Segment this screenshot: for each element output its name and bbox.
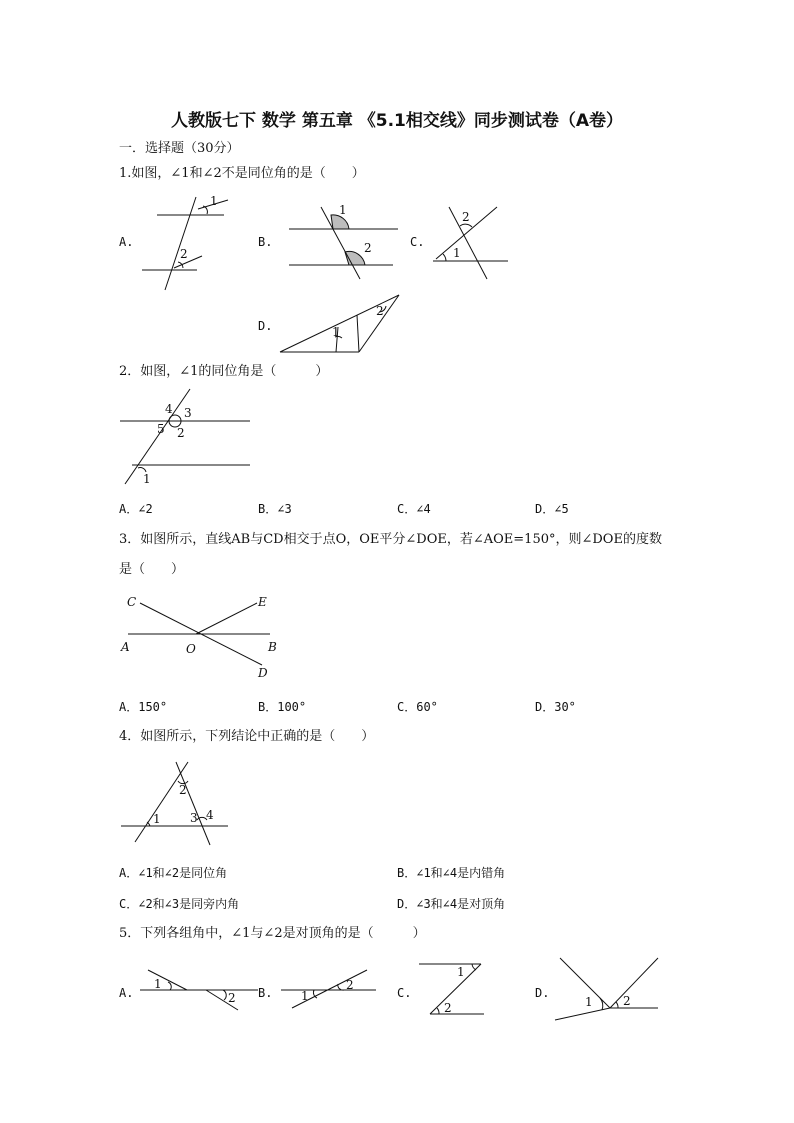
q1d-angle-1: 1 [332,325,340,339]
q4-option-d[interactable]: D．∠3和∠4是对顶角 [397,897,506,911]
q2-angle-4: 4 [165,402,173,416]
q1-option-c-label: C. [410,235,425,249]
q5d-angle-1: 1 [585,995,593,1009]
q2-option-b[interactable]: B．∠3 [258,502,292,516]
q1b-angle-1: 1 [339,203,347,217]
q4-angle-2: 2 [179,783,187,797]
q5a-angle-2: 2 [228,991,236,1005]
q5-option-a-label: A. [119,986,134,1000]
q3-point-a: A [121,640,130,654]
q2-angle-3: 3 [184,406,192,420]
q3-option-c[interactable]: C．60° [397,700,438,714]
section-heading: 一．选择题（30分） [119,141,240,156]
q3-stem-line2: 是（ ） [119,562,185,577]
q3-stem-line1: 3．如图所示，直线AB与CD相交于点O，OE平分∠DOE，若∠AOE=150°，则∠DOE的度数 [119,532,662,547]
q2-option-d[interactable]: D．∠5 [535,502,569,516]
q3-option-d[interactable]: D．30° [535,700,576,714]
q3-point-b: B [268,640,277,654]
q5-option-c-label: C. [397,986,412,1000]
q5b-angle-2: 2 [346,978,354,992]
q4-option-c[interactable]: C．∠2和∠3是同旁内角 [119,897,240,911]
page-title: 人教版七下 数学 第五章 《5.1相交线》同步测试卷（A卷） [170,111,624,131]
q1d-angle-2: 2 [376,304,384,318]
q1a-angle-2: 2 [180,247,188,261]
q1b-angle-2: 2 [364,241,372,255]
q5c-angle-1: 1 [457,965,465,979]
q1-stem: 1.如图，∠1和∠2不是同位角的是（ ） [119,166,365,181]
q5-stem: 5．下列各组角中，∠1与∠2是对顶角的是（ ） [119,926,426,941]
q1-option-a-label: A. [119,235,134,249]
q1c-angle-2: 2 [462,210,470,224]
q4-angle-4: 4 [206,808,214,822]
q3-point-d: D [258,666,268,680]
q5d-angle-2: 2 [623,994,631,1008]
q2-stem: 2．如图，∠1的同位角是（ ） [119,364,329,379]
q1-option-d-label: D. [258,319,273,333]
q5c-angle-2: 2 [444,1001,452,1015]
q3-option-b[interactable]: B．100° [258,700,307,714]
q1a-angle-1: 1 [210,194,218,208]
q1-option-b-label: B. [258,235,273,249]
q3-point-o: O [186,642,196,656]
q2-option-c[interactable]: C．∠4 [397,502,431,516]
q5a-angle-1: 1 [154,977,162,991]
q5-option-d-label: D. [535,986,550,1000]
q5b-angle-1: 1 [301,989,309,1003]
q3-point-c: C [127,595,137,609]
q4-stem: 4．如图所示，下列结论中正确的是（ ） [119,729,375,744]
q1c-angle-1: 1 [453,246,461,260]
q4-option-b[interactable]: B．∠1和∠4是内错角 [397,866,506,880]
q3-point-e: E [258,595,267,609]
q4-angle-1: 1 [153,812,161,826]
q3-option-a[interactable]: A．150° [119,700,168,714]
q2-angle-1: 1 [143,472,151,486]
q5-option-b-label: B. [258,986,273,1000]
q2-angle-5: 5 [157,422,165,436]
q4-angle-3: 3 [190,811,198,825]
q2-angle-2: 2 [177,426,185,440]
q2-option-a[interactable]: A．∠2 [119,502,153,516]
q4-option-a[interactable]: A．∠1和∠2是同位角 [119,866,228,880]
